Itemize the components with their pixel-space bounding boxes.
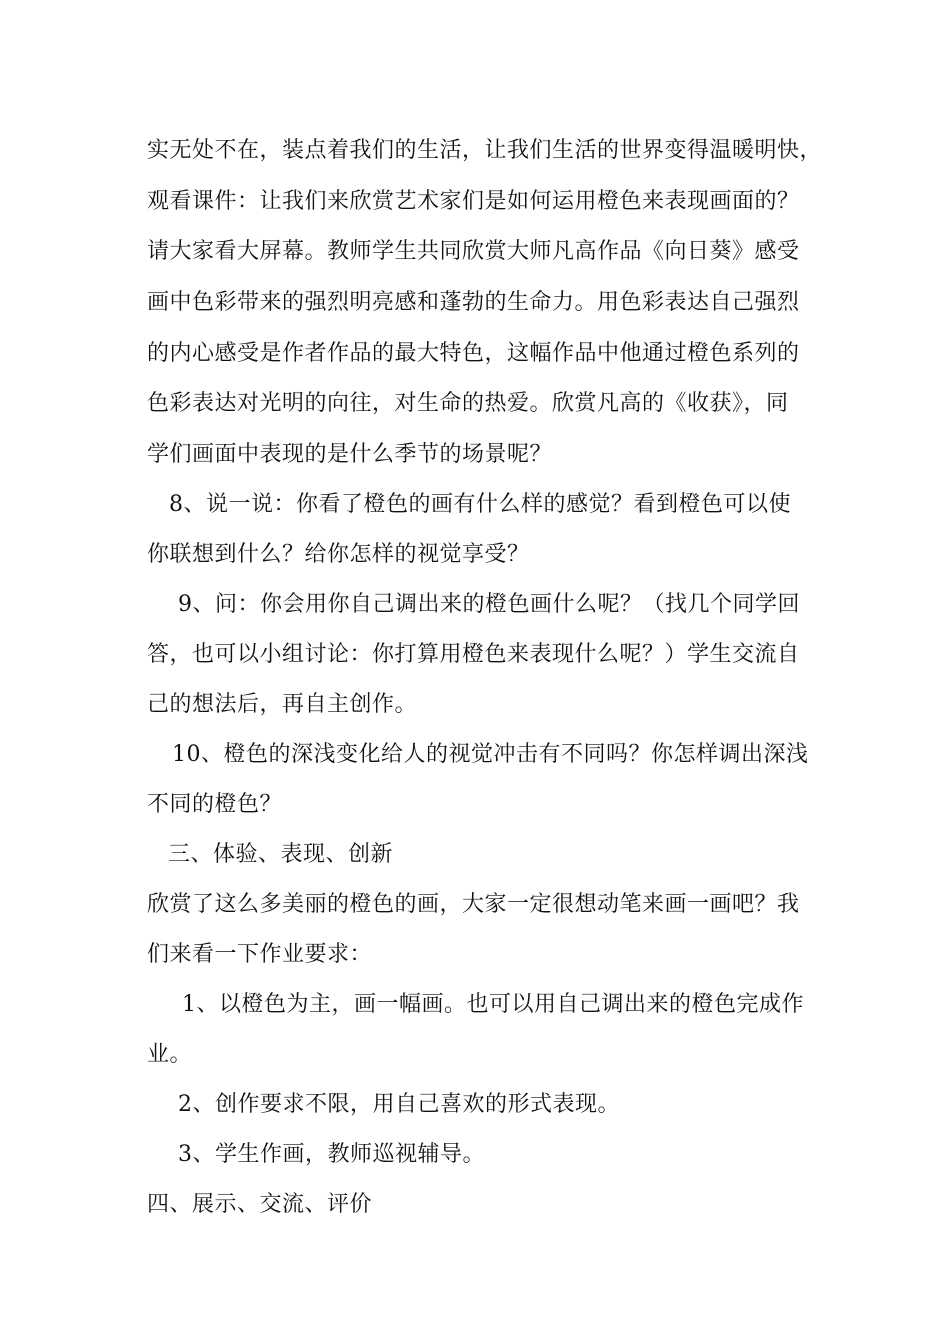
text-line: 2、创作要求不限，用自己喜欢的形式表现。	[178, 1092, 620, 1117]
text-line: 不同的橙色？	[147, 792, 283, 817]
text-line: 1、以橙色为主，画一幅画。也可以用自己调出来的橙色完成作	[182, 992, 804, 1017]
text-line: 3、学生作画，教师巡视辅导。	[178, 1142, 485, 1167]
text-line: 们来看一下作业要求：	[147, 942, 373, 967]
text-line: 实无处不在，装点着我们的生活，让我们生活的世界变得温暖明快，	[147, 138, 823, 163]
text-line: 9、问：你会用你自己调出来的橙色画什么呢？（找几个同学回	[178, 592, 800, 617]
text-line: 己的想法后，再自主创作。	[147, 692, 418, 717]
section-heading: 三、体验、表现、创新	[168, 842, 394, 867]
text-line: 学们画面中表现的是什么季节的场景呢？	[147, 442, 553, 467]
text-line: 欣赏了这么多美丽的橙色的画，大家一定很想动笔来画一画吧？我	[147, 892, 800, 917]
text-line: 10、橙色的深浅变化给人的视觉冲击有不同吗？你怎样调出深浅	[172, 742, 809, 767]
section-heading: 四、展示、交流、评价	[147, 1192, 373, 1217]
text-line: 观看课件：让我们来欣赏艺术家们是如何运用橙色来表现画面的？	[147, 189, 800, 214]
text-line: 的内心感受是作者作品的最大特色，这幅作品中他通过橙色系列的	[147, 341, 800, 366]
text-line: 8、说一说：你看了橙色的画有什么样的感觉？看到橙色可以使	[169, 492, 791, 517]
text-line: 色彩表达对光明的向往，对生命的热爱。欣赏凡高的《收获》，同	[147, 391, 789, 416]
text-line: 画中色彩带来的强烈明亮感和蓬勃的生命力。用色彩表达自己强烈	[147, 290, 800, 315]
text-line: 请大家看大屏幕。教师学生共同欣赏大师凡高作品《向日葵》感受	[147, 239, 800, 264]
text-line: 答，也可以小组讨论：你打算用橙色来表现什么呢？）学生交流自	[147, 642, 800, 667]
text-line: 业。	[147, 1042, 193, 1067]
text-line: 你联想到什么？给你怎样的视觉享受？	[147, 542, 530, 567]
